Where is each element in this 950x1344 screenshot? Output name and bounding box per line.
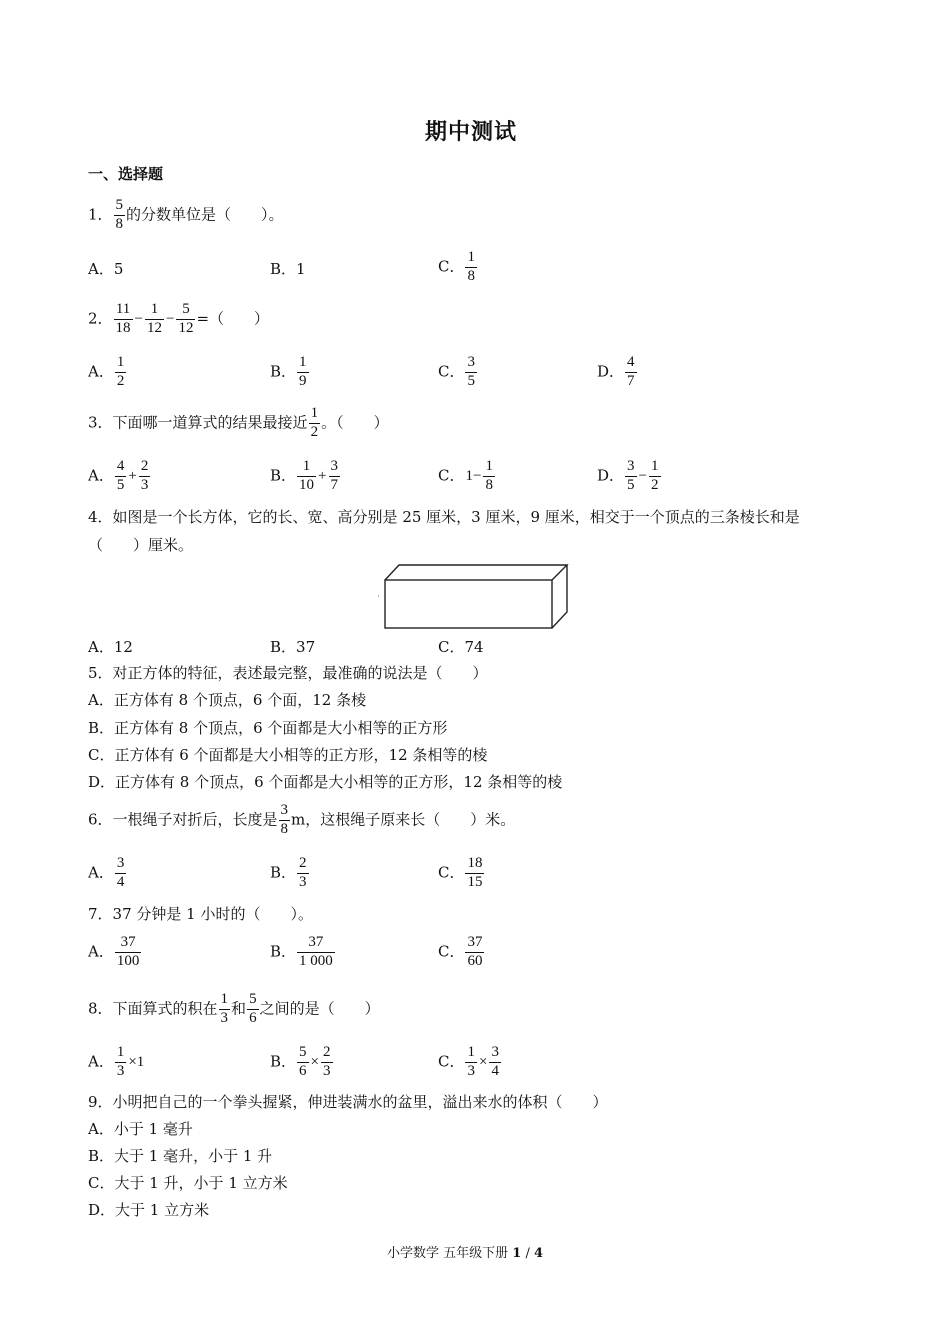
question-4-line-2: （ ）厘米。 — [88, 536, 194, 554]
q3-option-c[interactable]: C．1− $\frac{1}{8}$ — [438, 458, 493, 493]
question-1 — [88, 198, 284, 233]
q8-option-c[interactable]: C． $\frac{1}{3}$ × $\frac{3}{4}$ — [438, 1044, 499, 1079]
question-2: 2． $\frac{11}{18}$ − $\frac{1}{12}$ − $\frac{5}{12}$ =（ ） — [88, 301, 270, 336]
q2-option-c[interactable]: C． $\frac{3}{5}$ — [438, 354, 475, 389]
q6-option-a[interactable]: A． $\frac{3}{4}$ — [88, 855, 125, 890]
footer-label: 小学数学 五年级下册 — [387, 1246, 513, 1261]
cuboid-figure — [378, 560, 574, 634]
q8-option-b[interactable]: B． $\frac{5}{6}$ × $\frac{2}{3}$ — [270, 1044, 331, 1079]
q5-option-a[interactable]: A．正方体有 8 个顶点，6 个面，12 条棱 — [88, 691, 367, 709]
page-number: 1 — [512, 1246, 522, 1261]
question-8: 8．下面算式的积在 $\frac{1}{3}$ 和 $\frac{5}{6}$ 之间的是（ ） — [88, 991, 380, 1026]
page-total: 4 — [533, 1246, 544, 1261]
question-6: 6．一根绳子对折后，长度是 $\frac{3}{8}$ m，这根绳子原来长（ ）米。 — [88, 802, 516, 837]
q2-option-a[interactable]: A． $\frac{1}{2}$ — [88, 354, 125, 389]
question-4-line-1: 4．如图是一个长方体，它的长、宽、高分别是 25 厘米，3 厘米，9 厘米，相交于一个顶点的三条棱长和是 — [88, 508, 800, 526]
q5-option-b[interactable]: B．正方体有 8 个顶点，6 个面都是大小相等的正方形 — [88, 719, 448, 737]
q2-option-b[interactable]: B． $\frac{1}{9}$ — [270, 354, 307, 389]
q7-option-b[interactable]: B． $\frac{37}{1 000}$ — [270, 934, 333, 969]
q9-option-c[interactable]: C．大于 1 升，小于 1 立方米 — [88, 1174, 288, 1192]
question-3: 3．下面哪一道算式的结果最接近 $\frac{1}{2}$ 。（ ） — [88, 405, 389, 440]
question-7: 7．37 分钟是 1 小时的（ ）。 — [88, 905, 313, 923]
q4-option-b[interactable]: B．37 — [270, 638, 316, 656]
page-separator: / — [521, 1246, 534, 1261]
q7-option-c[interactable]: C． $\frac{37}{60}$ — [438, 934, 483, 969]
q4-option-a[interactable]: A．12 — [88, 638, 133, 656]
q9-option-b[interactable]: B．大于 1 毫升，小于 1 升 — [88, 1147, 273, 1165]
q1-option-b[interactable]: B．1 — [270, 260, 306, 278]
fraction: $\frac{5}{8}$ — [115, 197, 124, 232]
q3-option-a[interactable]: A． $\frac{4}{5}$ + $\frac{2}{3}$ — [88, 458, 149, 493]
q9-option-a[interactable]: A．小于 1 毫升 — [88, 1120, 193, 1138]
q7-option-a[interactable]: A． $\frac{37}{100}$ — [88, 934, 140, 969]
q3-option-b[interactable]: B． $\frac{1}{10}$ + $\frac{3}{7}$ — [270, 458, 338, 493]
q2-option-d[interactable]: D． $\frac{4}{7}$ — [597, 354, 635, 389]
page-footer — [387, 1247, 543, 1260]
page-title: 期中测试 — [425, 119, 518, 145]
q3-option-d[interactable]: D． $\frac{3}{5}$ − $\frac{1}{2}$ — [597, 458, 659, 493]
question-number: 1． — [88, 205, 113, 224]
q6-option-b[interactable]: B． $\frac{2}{3}$ — [270, 855, 307, 890]
question-5: 5．对正方体的特征，表述最完整，最准确的说法是（ ） — [88, 664, 488, 682]
question-text: 的分数单位是（ ）。 — [126, 205, 284, 224]
section-heading: 一、选择题 — [88, 165, 164, 183]
q4-option-c[interactable]: C．74 — [438, 638, 484, 656]
q1-option-c[interactable]: C． $\frac{1}{8}$ — [438, 249, 475, 284]
q5-option-c[interactable]: C．正方体有 6 个面都是大小相等的正方形，12 条相等的棱 — [88, 746, 488, 764]
q6-option-c[interactable]: C． $\frac{18}{15}$ — [438, 855, 483, 890]
q8-option-a[interactable]: A． $\frac{1}{3}$ ×1 — [88, 1044, 145, 1079]
q5-option-d[interactable]: D．正方体有 8 个顶点，6 个面都是大小相等的正方形，12 条相等的棱 — [88, 773, 563, 791]
question-9: 9．小明把自己的一个拳头握紧，伸进装满水的盆里，溢出来水的体积（ ） — [88, 1093, 608, 1111]
q9-option-d[interactable]: D．大于 1 立方米 — [88, 1201, 210, 1219]
q1-option-a[interactable]: A．5 — [88, 260, 124, 278]
